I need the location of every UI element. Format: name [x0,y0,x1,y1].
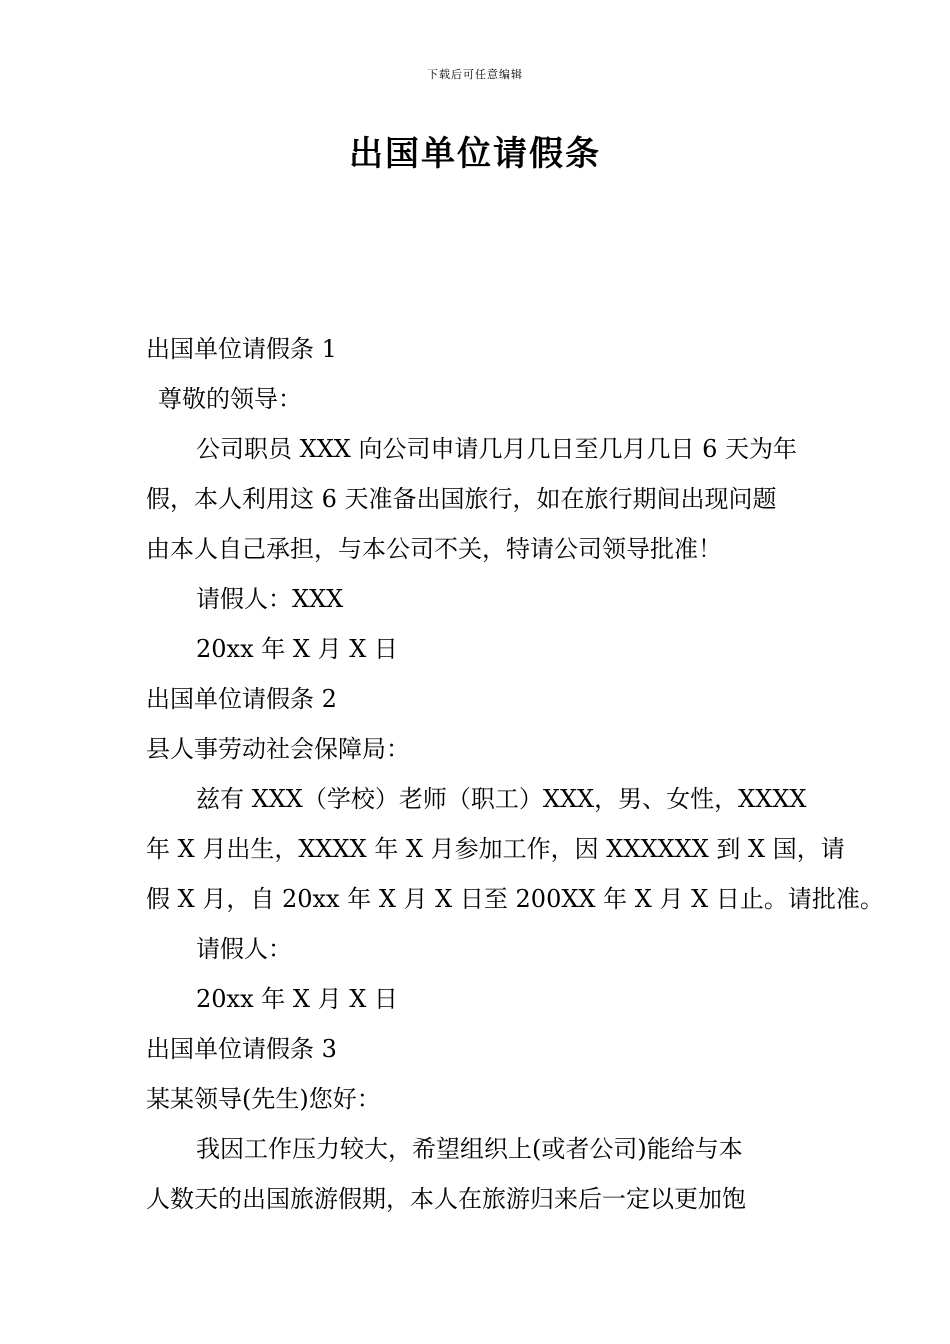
section-heading-2: 出国单位请假条 2 [146,685,337,713]
salutation-1: 尊敬的领导： [158,385,302,413]
document-title: 出国单位请假条 [349,134,601,174]
paragraph-2-line-1: 兹有 XXX（学校）老师（职工）XXX，男、女性，XXXX [196,785,807,813]
signer-1: 请假人：XXX [196,585,344,613]
salutation-2: 县人事劳动社会保障局： [146,735,410,763]
document-body [146,324,884,1224]
paragraph-1-line-1: 公司职员 XXX 向公司申请几月几日至几月几日 6 天为年 [196,435,798,463]
paragraph-3-line-1: 我因工作压力较大，希望组织上(或者公司)能给与本 [196,1135,743,1163]
date-1: 20xx 年 X 月 X 日 [196,635,398,663]
paragraph-3-line-2: 人数天的出国旅游假期，本人在旅游归来后一定以更加饱 [146,1185,746,1213]
header-note: 下载后可任意编辑 [427,68,523,81]
paragraph-1-line-2: 假，本人利用这 6 天准备出国旅行，如在旅行期间出现问题 [146,485,777,513]
paragraph-2-line-2: 年 X 月出生，XXXX 年 X 月参加工作，因 XXXXXX 到 X 国，请 [146,835,845,863]
salutation-3: 某某领导(先生)您好： [146,1085,381,1113]
paragraph-1-line-3: 由本人自己承担，与本公司不关，特请公司领导批准！ [146,535,722,563]
section-heading-3: 出国单位请假条 3 [146,1035,337,1063]
signer-2: 请假人： [196,935,292,963]
paragraph-2-line-3: 假 X 月，自 20xx 年 X 月 X 日至 200XX 年 X 月 X 日止。请批准。 [146,885,884,913]
date-2: 20xx 年 X 月 X 日 [196,985,398,1013]
section-heading-1: 出国单位请假条 1 [146,335,337,363]
